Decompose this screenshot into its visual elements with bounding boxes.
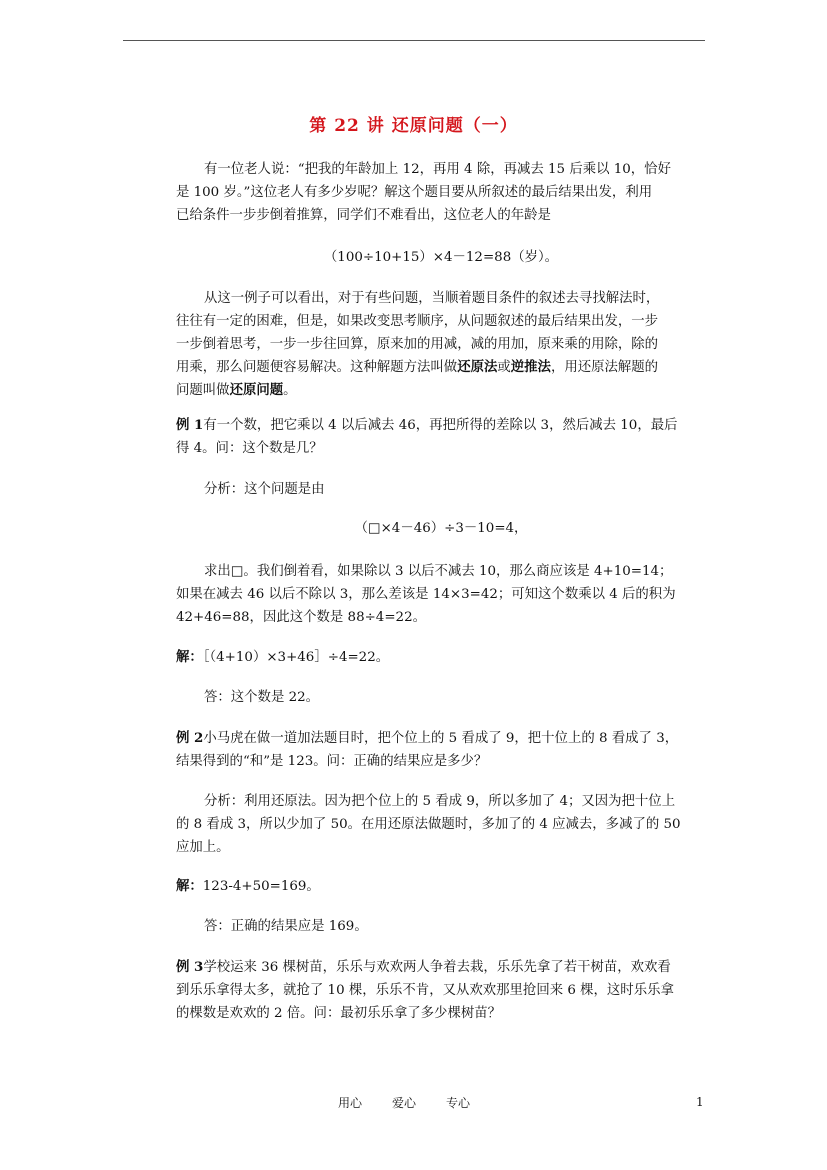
example-2-answer: 答：正确的结果应是 169。 bbox=[204, 919, 368, 934]
example-2: 例 2小马虎在做一道加法题目时，把个位上的 5 看成了 9，把十位上的 8 看成了 3， 结果得到的“和”是 123。问：正确的结果应是多少？ bbox=[176, 730, 679, 769]
intro-paragraph: 有一位老人说：“把我的年龄加上 12，再用 4 除，再减去 15 后乘以 10，恰好 是 100 岁。”这位老人有多少岁呢？解这个题目要从所叙述的最后结果出发，利用 已给条件一步步倒着推算，同学们不难看出，这位老人的年龄是 bbox=[176, 162, 671, 223]
footer-motto: 用心 爱心 专心 bbox=[338, 1096, 471, 1110]
page-title: 第 22 讲 还原问题（一） bbox=[309, 116, 518, 136]
method-paragraph: 从这一例子可以看出，对于有些问题，当顺着题目条件的叙述去寻找解法时， 往往有一定的困难，但是，如果改变思考顺序，从问题叙述的最后结果出发，一步 一步倒着思考，一步一步往回算，原来加的用减，减的用加，原来乘的用除，除的 用乘，那么问题便容易解决。这种解题方法叫做还原法或逆推法，用还原法解题的 问题叫做还原问题。 bbox=[176, 291, 660, 398]
term-reverse-method: 逆推法 bbox=[510, 359, 551, 375]
header-rule bbox=[123, 40, 705, 41]
example-1-answer: 答：这个数是 22。 bbox=[204, 690, 320, 705]
example-2-label: 例 2 bbox=[176, 730, 204, 746]
example-1: 例 1有一个数，把它乘以 4 以后减去 46，再把所得的差除以 3，然后减去 10，最后 得 4。问：这个数是几？ bbox=[176, 417, 678, 456]
example-2-solution: 解：123-4+50=169。 bbox=[176, 878, 320, 894]
example-1-reasoning: 求出□。我们倒着看，如果除以 3 以后不减去 10，那么商应该是 4+10=14； 如果在减去 46 以后不除以 3，那么差该是 14×3=42；可知这个数乘以 4 后的积为 42+46=88，因此这个数是 88÷4=22。 bbox=[176, 564, 676, 625]
example-1-analysis: 分析：这个问题是由 bbox=[204, 482, 325, 497]
example-3: 例 3学校运来 36 棵树苗，乐乐与欢欢两人争着去栽，乐乐先拿了若干树苗，欢欢看 到乐乐拿得太多，就抢了 10 棵，乐乐不肯，又从欢欢那里抢回来 6 棵，这时乐乐拿 的棵数是欢欢的 2 倍。问：最初乐乐拿了多少棵树苗？ bbox=[176, 959, 674, 1021]
intro-formula: （100÷10+15）×4－12=88（岁）。 bbox=[323, 250, 559, 265]
example-1-label: 例 1 bbox=[176, 417, 204, 433]
example-1-formula: （□×4－46）÷3－10=4， bbox=[354, 521, 528, 536]
term-restore-problem: 还原问题 bbox=[229, 382, 284, 398]
example-1-solution: 解：［（4+10）×3+46］÷4=22。 bbox=[176, 649, 390, 665]
page-number: 1 bbox=[696, 1095, 704, 1109]
term-restore-method: 还原法 bbox=[457, 359, 498, 375]
example-3-label: 例 3 bbox=[176, 959, 204, 975]
example-2-analysis: 分析：利用还原法。因为把个位上的 5 看成 9，所以多加了 4；又因为把十位上 的 8 看成 3，所以少加了 50。在用还原法做题时，多加了的 4 应减去，多减了的 50 应加上。 bbox=[176, 794, 681, 855]
